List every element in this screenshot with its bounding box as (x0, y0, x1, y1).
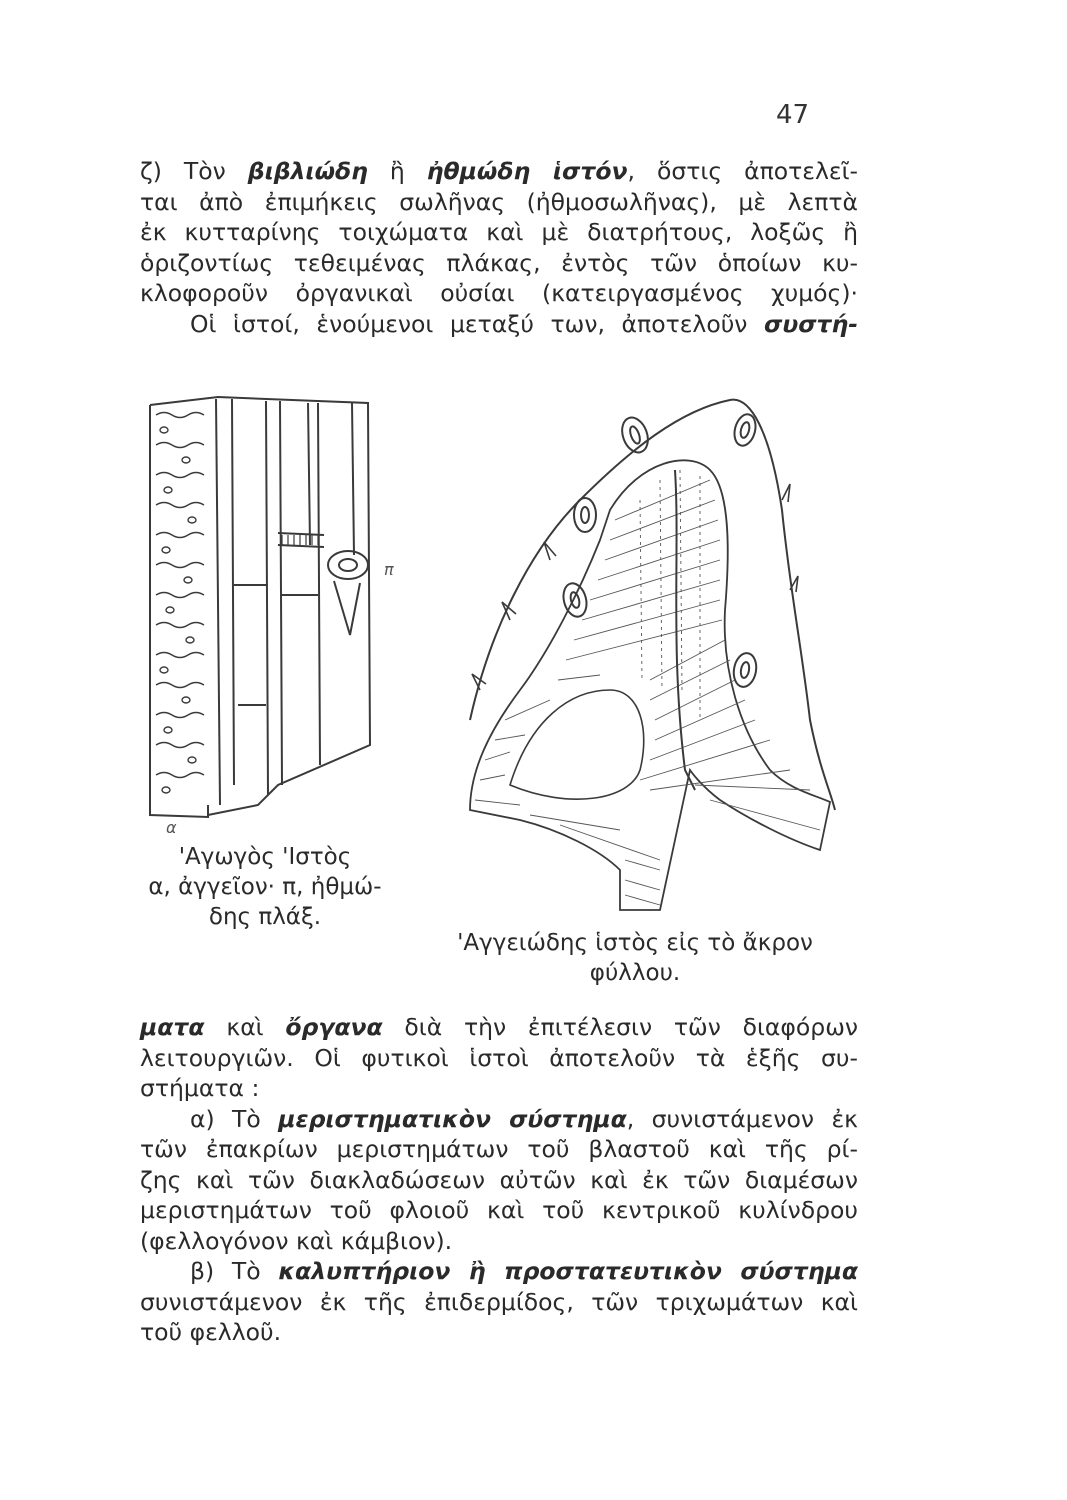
caption-line: 'Αγγειώδης ἱστὸς εἰς τὸ ἄκρον (457, 930, 813, 956)
text-line: Οἱ ἱστοί, ἑνούμενοι μεταξύ των, ἀποτελοῦν συστή- (190, 309, 858, 338)
text-line: τοῦ φελλοῦ. (140, 1318, 282, 1346)
text-line: στήματα : (140, 1074, 260, 1102)
right-figure-caption (410, 928, 860, 988)
text-line: ἐκ κυτταρίνης τοιχώματα καὶ μὲ διατρήτους, λοξῶς ἢ (140, 218, 858, 246)
label-pi: π (384, 560, 394, 579)
text-line: β) Τὸ καλυπτήριον ἢ προστατευτικὸν σύστημα (190, 1257, 859, 1285)
caption-line: 'Αγωγὸς 'Ιστὸς (178, 844, 352, 870)
text-line: ζης καὶ τῶν διακλαδώσεων αὐτῶν καὶ ἐκ τῶν διαμέσων (140, 1165, 858, 1194)
text-line: (φελλογόνον καὶ κάμβιον). (140, 1226, 453, 1255)
text-line: κλοφοροῦν ὀργανικαὶ οὐσίαι (κατειργασμένος χυμός)· (140, 279, 858, 307)
caption-line: α, ἀγγεῖον· π, ἠθμώ- (148, 874, 382, 900)
text-line: ματα καὶ ὄργανα διὰ τὴν ἐπιτέλεσιν τῶν διαφόρων (140, 1013, 859, 1041)
text-line: ὁριζοντίως τεθειμένας πλάκας, ἐντὸς τῶν ὁποίων κυ- (140, 248, 858, 277)
label-a: α (166, 818, 177, 837)
text-line: α) Τὸ μεριστηματικὸν σύστημα, συνιστάμενον ἐκ (190, 1104, 858, 1133)
text-line: μεριστημάτων τοῦ φλοιοῦ καὶ τοῦ κεντρικοῦ κυλίνδρου (140, 1196, 858, 1224)
text-line: τῶν ἐπακρίων μεριστημάτων τοῦ βλαστοῦ καὶ τῆς ρί- (140, 1135, 858, 1163)
page-number: 47 (776, 100, 810, 130)
text-line: λειτουργιῶν. Οἱ φυτικοὶ ἱστοὶ ἀποτελοῦν τὰ ἑξῆς συ- (140, 1043, 858, 1072)
paragraph-sieve-tissue (140, 156, 858, 339)
caption-line: φύλλου. (589, 960, 681, 986)
text-line: ται ἀπὸ ἐπιμήκεις σωλῆνας (ἠθμοσωλῆνας), μὲ λεπτὰ (140, 187, 858, 216)
conductive-tissue-illustration (138, 385, 398, 835)
text-line: συνιστάμενον ἐκ τῆς ἐπιδερμίδος, τῶν τριχωμάτων καὶ (140, 1287, 858, 1316)
text-line: ζ) Τὸν βιβλιώδη ἢ ἠθμώδη ἱστόν, ὅστις ἀποτελεῖ- (140, 157, 858, 185)
left-figure-caption (100, 842, 430, 932)
leaf-tip-vascular-illustration (410, 390, 850, 920)
caption-line: δης πλάξ. (208, 904, 322, 930)
paragraph-systems (140, 1012, 858, 1348)
